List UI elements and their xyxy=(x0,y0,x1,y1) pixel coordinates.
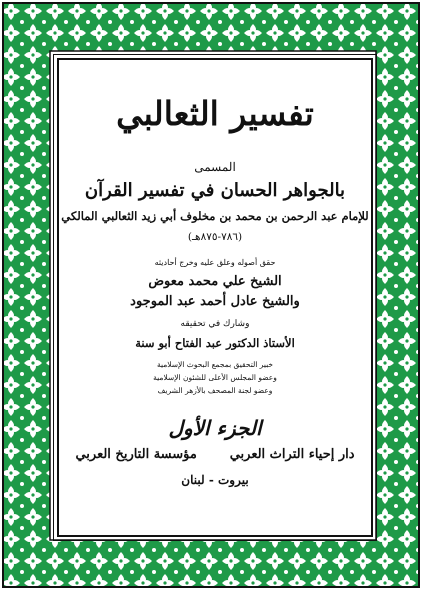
credit-line-3: وعضو لجنة المصحف بالأزهر الشريف xyxy=(157,386,273,395)
author-line: للإمام عبد الرحمن بن محمد بن مخلوف أبي زيد الثعالبي المالكي xyxy=(61,209,369,223)
professor-name: الأستاذ الدكتور عبد الفتاح أبو سنة xyxy=(135,336,295,350)
editor-2: والشيخ عادل أحمد عبد الموجود xyxy=(130,294,300,309)
volume-label: الجزء الأول xyxy=(168,416,262,440)
book-subtitle: بالجواهر الحسان في تفسير القرآن xyxy=(84,180,346,201)
publisher-city: بيروت - لبنان xyxy=(181,473,249,487)
al-musamma-label: المسمى xyxy=(194,160,236,174)
credit-line-1: خبير التحقيق بمجمع البحوث الإسلامية xyxy=(156,360,274,369)
credit-line-2: وعضو المجلس الأعلى للشئون الإسلامية xyxy=(153,373,277,382)
publisher-1: دار إحياء التراث العربي xyxy=(229,447,355,462)
book-title: تفسير الثعالبي xyxy=(116,94,314,133)
publisher-2: مؤسسة التاريخ العربي xyxy=(75,447,197,462)
participation-note: وشارك في تحقيقه xyxy=(180,319,250,329)
editor-1: الشيخ علي محمد معوض xyxy=(148,274,282,289)
title-panel xyxy=(57,58,373,537)
publishers-row xyxy=(59,447,371,462)
author-dates: (٧٨٦-٨٧٥هـ) xyxy=(187,231,243,243)
editing-note: حقق أصوله وعلق عليه وخرج أحاديثه xyxy=(154,258,276,267)
